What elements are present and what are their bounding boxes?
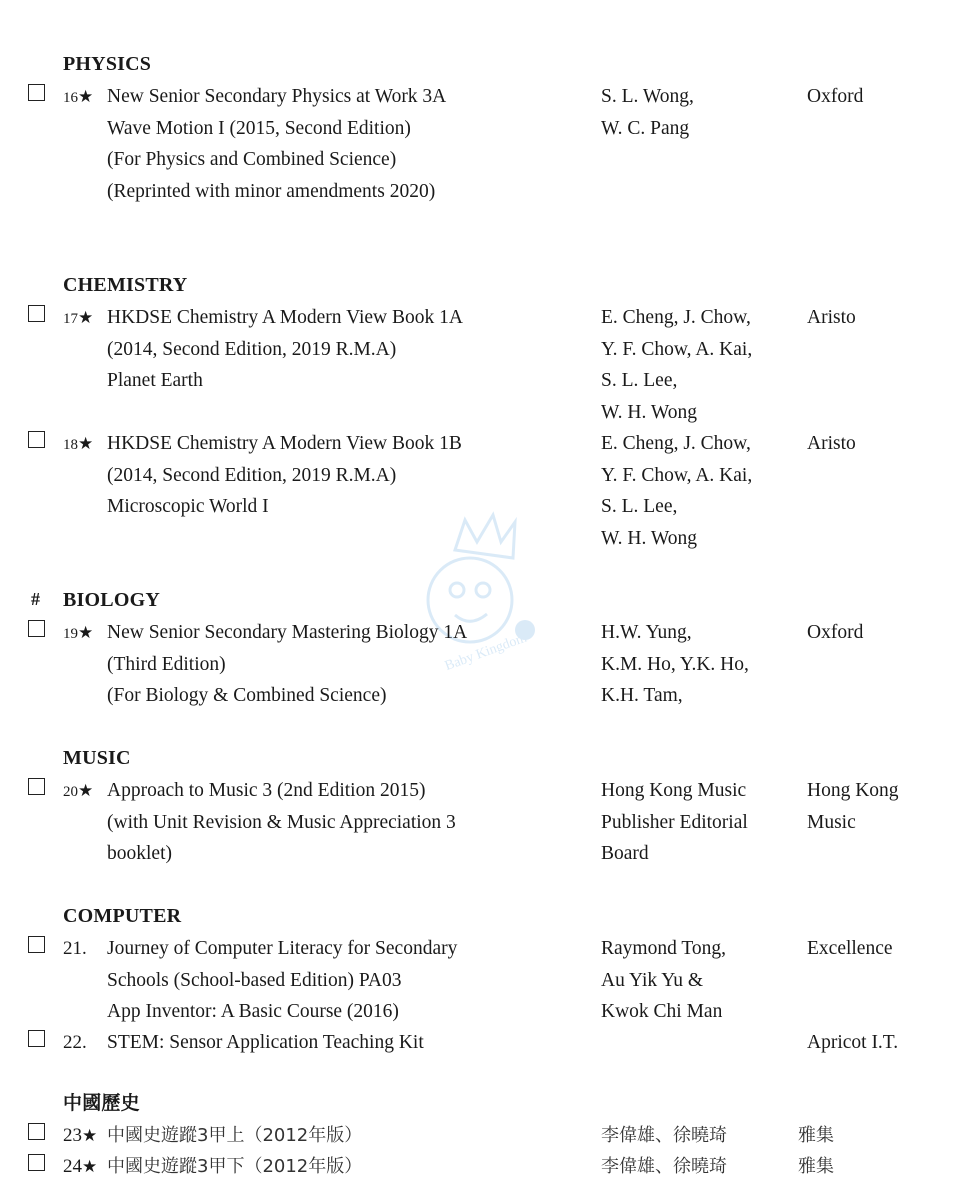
- title-line: Wave Motion I (2015, Second Edition): [107, 117, 411, 139]
- section-title-physics: PHYSICS: [63, 53, 152, 75]
- book-authors: [601, 81, 694, 144]
- book-title: [107, 81, 446, 207]
- book-publisher: [807, 775, 899, 838]
- book-authors: [601, 302, 752, 428]
- item-number: 20★: [63, 781, 94, 800]
- title-line: (For Biology & Combined Science): [107, 685, 387, 706]
- author-line: S. L. Wong,: [601, 86, 694, 107]
- book-authors: [601, 1120, 727, 1152]
- book-title: [107, 933, 457, 1028]
- title-line: (For Physics and Combined Science): [107, 149, 397, 170]
- author-line: Kwok Chi Man: [601, 1001, 723, 1022]
- book-title: [107, 775, 456, 870]
- item-number: 19★: [63, 623, 94, 642]
- book-title: [107, 428, 462, 523]
- item-number: 24★: [63, 1156, 98, 1177]
- author-line: W. H. Wong: [601, 527, 697, 549]
- book-authors: [601, 617, 749, 712]
- title-line: HKDSE Chemistry A Modern View Book 1B: [107, 433, 462, 454]
- author-line: Publisher Editorial: [601, 811, 748, 833]
- publisher-line: Music: [807, 811, 856, 833]
- star-icon: ★: [82, 1157, 98, 1176]
- title-line: Approach to Music 3 (2nd Edition 2015): [107, 780, 426, 801]
- author-line: Y. F. Chow, A. Kai,: [601, 338, 753, 360]
- item-number: 16★: [63, 87, 94, 106]
- author-line: W. C. Pang: [601, 117, 690, 139]
- book-title: [107, 1027, 424, 1059]
- select-checkbox[interactable]: [28, 778, 45, 795]
- svg-text:Baby Kingdom: Baby Kingdom: [443, 630, 529, 675]
- title-line: Microscopic World I: [107, 496, 269, 517]
- select-checkbox[interactable]: [28, 1030, 45, 1047]
- star-icon: ★: [78, 623, 94, 642]
- book-authors: [601, 1151, 727, 1183]
- author-line: 李偉雄、徐曉琦: [601, 1156, 727, 1177]
- author-line: K.H. Tam,: [601, 685, 683, 706]
- publisher-line: 雅集: [798, 1125, 834, 1146]
- book-title: [107, 1120, 362, 1152]
- select-checkbox[interactable]: [28, 1154, 45, 1171]
- title-line: 中國史遊蹤3甲上（2012年版）: [107, 1125, 363, 1146]
- book-title: [107, 302, 463, 397]
- book-publisher: [798, 1151, 834, 1183]
- select-checkbox[interactable]: [28, 1123, 45, 1140]
- publisher-line: Hong Kong: [807, 780, 899, 801]
- hash-marker: #: [31, 589, 40, 609]
- title-line: New Senior Secondary Mastering Biology 1A: [107, 622, 468, 643]
- author-line: K.M. Ho, Y.K. Ho,: [601, 653, 749, 675]
- title-line: (with Unit Revision & Music Appreciation 3: [107, 811, 456, 833]
- section-title-chemistry: CHEMISTRY: [63, 274, 188, 296]
- section-title-biology: BIOLOGY: [63, 589, 160, 611]
- item-number: 21.: [63, 938, 87, 959]
- book-title: [107, 1151, 362, 1183]
- author-line: S. L. Lee,: [601, 496, 678, 517]
- title-line: Planet Earth: [107, 370, 203, 391]
- star-icon: ★: [78, 434, 94, 453]
- title-line: (2014, Second Edition, 2019 R.M.A): [107, 464, 397, 486]
- select-checkbox[interactable]: [28, 620, 45, 637]
- book-publisher: [807, 302, 856, 334]
- item-number: 17★: [63, 308, 94, 327]
- star-icon: ★: [78, 308, 94, 327]
- publisher-line: Oxford: [807, 86, 864, 107]
- select-checkbox[interactable]: [28, 431, 45, 448]
- title-line: (2014, Second Edition, 2019 R.M.A): [107, 338, 397, 360]
- title-line: booklet): [107, 843, 172, 864]
- title-line: (Reprinted with minor amendments 2020): [107, 180, 436, 202]
- item-number: 23★: [63, 1125, 98, 1146]
- select-checkbox[interactable]: [28, 84, 45, 101]
- publisher-line: Apricot I.T.: [807, 1032, 899, 1053]
- book-publisher: [807, 1027, 898, 1059]
- book-authors: [601, 775, 748, 870]
- book-publisher: [807, 933, 893, 965]
- book-authors: [601, 428, 752, 554]
- author-line: 李偉雄、徐曉琦: [601, 1125, 727, 1146]
- author-line: Hong Kong Music: [601, 780, 747, 801]
- author-line: E. Cheng, J. Chow,: [601, 433, 751, 454]
- title-line: 中國史遊蹤3甲下（2012年版）: [107, 1156, 363, 1177]
- publisher-line: 雅集: [798, 1156, 834, 1177]
- publisher-line: Excellence: [807, 938, 893, 959]
- author-line: H.W. Yung,: [601, 622, 692, 643]
- author-line: E. Cheng, J. Chow,: [601, 307, 751, 328]
- book-publisher: [807, 81, 863, 113]
- author-line: Y. F. Chow, A. Kai,: [601, 464, 753, 486]
- title-line: App Inventor: A Basic Course (2016): [107, 1001, 399, 1022]
- book-authors: [601, 933, 726, 1028]
- item-number: 18★: [63, 434, 94, 453]
- publisher-line: Aristo: [807, 433, 856, 454]
- book-publisher: [798, 1120, 834, 1152]
- title-line: New Senior Secondary Physics at Work 3A: [107, 86, 447, 107]
- author-line: W. H. Wong: [601, 401, 697, 423]
- section-title-music: MUSIC: [63, 747, 131, 769]
- publisher-line: Aristo: [807, 307, 856, 328]
- select-checkbox[interactable]: [28, 305, 45, 322]
- author-line: Board: [601, 843, 649, 864]
- section-title-chinese-history: 中國歷史: [63, 1092, 140, 1114]
- publisher-line: Oxford: [807, 622, 864, 643]
- title-line: Schools (School-based Edition) PA03: [107, 969, 402, 991]
- author-line: Au Yik Yu &: [601, 969, 704, 991]
- select-checkbox[interactable]: [28, 936, 45, 953]
- star-icon: ★: [82, 1126, 98, 1145]
- star-icon: ★: [78, 781, 94, 800]
- item-number: 22.: [63, 1032, 87, 1053]
- author-line: S. L. Lee,: [601, 370, 678, 391]
- title-line: Journey of Computer Literacy for Secondary: [107, 938, 458, 959]
- star-icon: ★: [78, 87, 94, 106]
- section-title-computer: COMPUTER: [63, 905, 182, 927]
- book-title: [107, 617, 467, 712]
- book-publisher: [807, 428, 856, 460]
- title-line: STEM: Sensor Application Teaching Kit: [107, 1032, 424, 1053]
- author-line: Raymond Tong,: [601, 938, 727, 959]
- title-line: HKDSE Chemistry A Modern View Book 1A: [107, 307, 463, 328]
- title-line: (Third Edition): [107, 653, 226, 675]
- book-publisher: [807, 617, 863, 649]
